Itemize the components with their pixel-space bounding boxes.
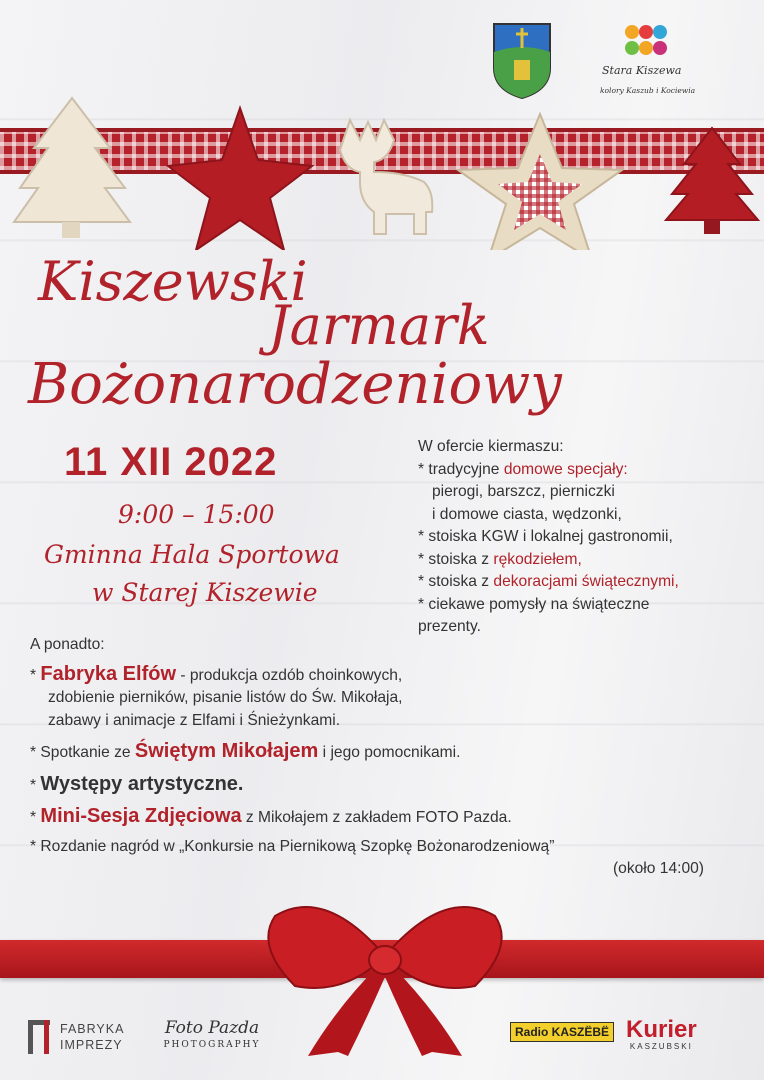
fabryka-line-2: IMPREZY <box>60 1038 123 1052</box>
title-line-3: Bożonarodzeniowy <box>28 352 562 417</box>
coat-of-arms-icon <box>492 22 552 100</box>
foto-pazda-logo <box>152 1018 272 1050</box>
extra-item-1-highlight: Fabryka Elfów <box>40 662 177 685</box>
offer-item-5-line-2: prezenty. <box>418 618 481 635</box>
extra-item-3: * Występy artystyczne. <box>30 772 244 795</box>
offer-list <box>418 436 753 639</box>
ornaments <box>0 90 764 250</box>
extra-item-4-highlight: Mini-Sesja Zdjęciowa <box>40 805 242 827</box>
offer-item-1-line-2: pierogi, barszcz, pierniczki <box>432 483 615 500</box>
radio-kaszebe-logo: Radio KASZËBË <box>510 1022 614 1042</box>
offer-item-1-highlight: domowe specjały: <box>503 460 628 478</box>
gingham-star-ornament-icon <box>458 114 622 250</box>
stara-kiszewa-logo <box>592 20 712 106</box>
flower-logo-icon <box>592 20 712 64</box>
extras-heading: A ponadto: <box>30 636 105 653</box>
offer-item-1: * tradycyjne domowe specjały: <box>418 460 628 478</box>
offer-item-3-highlight: rękodziełem, <box>493 550 582 568</box>
extra-item-2: * Spotkanie ze Świętym Mikołajem i jego pomocnikami. <box>30 740 461 762</box>
offer-item-1-line-3: i domowe ciasta, wędzonki, <box>432 505 622 523</box>
event-venue-line-1: Gminna Hala Sportowa <box>44 540 340 569</box>
title-line-2: Jarmark <box>268 294 490 357</box>
extra-item-1-line-2: zdobienie pierników, pisanie listów do Św. Mikołaja, <box>48 689 403 706</box>
title-line-1: Kiszewski <box>38 250 308 313</box>
fabryka-logo-icon <box>28 1020 50 1056</box>
extra-item-1: * Fabryka Elfów - produkcja ozdób choinkowych, <box>30 662 403 685</box>
bow-icon <box>250 888 520 1058</box>
white-tree-ornament-icon <box>14 98 130 238</box>
extra-item-5-time: (około 14:00) <box>612 860 704 877</box>
extra-item-5: * Rozdanie nagród w „Konkursie na Piernikową Szopkę Bożonarodzeniową” <box>30 837 555 855</box>
offer-item-3: * stoiska z rękodziełem, <box>418 550 582 568</box>
logo-tagline: kolory Kaszub i Kociewia <box>600 86 696 95</box>
event-venue-line-2: w Starej Kiszewie <box>92 578 318 607</box>
event-date: 11 XII 2022 <box>64 440 278 484</box>
red-star-ornament-icon <box>168 108 312 250</box>
offer-item-4-highlight: dekoracjami świątecznymi, <box>493 573 679 590</box>
moose-ornament-icon <box>340 120 432 234</box>
extra-item-1-line-3: zabawy i animacje z Elfami i Śnieżynkami. <box>48 711 341 729</box>
event-time: 9:00 – 15:00 <box>118 500 275 529</box>
extras-list <box>30 634 740 881</box>
red-tree-ornament-icon <box>666 128 758 234</box>
offer-item-4: * stoiska z dekoracjami świątecznymi, <box>418 573 679 590</box>
foto-line-2: PHOTOGRAPHY <box>163 1040 261 1050</box>
logo-name: Stara Kiszewa <box>602 64 682 77</box>
kurier-line-2: KASZUBSKI <box>629 1042 693 1051</box>
extra-item-2-highlight: Świętym Mikołajem <box>134 740 319 762</box>
offer-heading: W ofercie kiermaszu: <box>418 438 564 455</box>
fabryka-line-1: FABRYKA <box>60 1022 125 1036</box>
foto-line-1: Foto Pazda <box>164 1018 260 1038</box>
extra-item-4: * Mini-Sesja Zdjęciowa z Mikołajem z zakładem FOTO Pazda. <box>30 805 512 827</box>
offer-item-2: * stoiska KGW i lokalnej gastronomii, <box>418 528 673 545</box>
kurier-line-1: Kurier <box>626 1016 697 1043</box>
kurier-kaszubski-logo <box>626 1018 697 1051</box>
offer-item-5: * ciekawe pomysły na świąteczne <box>418 595 650 613</box>
